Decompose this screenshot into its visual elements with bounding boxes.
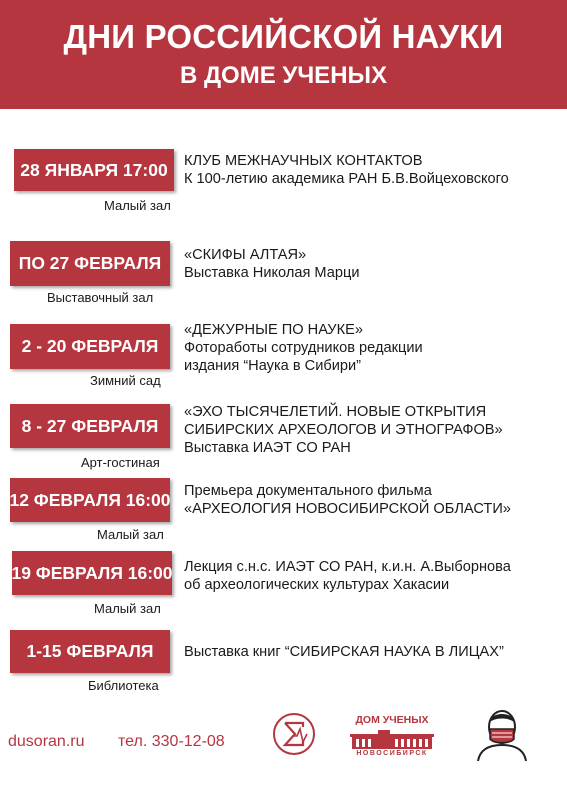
event-description	[184, 403, 503, 457]
header-banner	[0, 0, 567, 109]
event-title-line: «АРХЕОЛОГИЯ НОВОСИБИРСКОЙ ОБЛАСТИ»	[184, 501, 511, 517]
face-mask-icon	[472, 703, 532, 763]
event-title-line: «ДЕЖУРНЫЕ ПО НАУКЕ»	[184, 322, 363, 338]
event-detail-line: Премьера документального фильма	[184, 483, 432, 499]
event-detail-line: Фотоработы сотрудников редакции	[184, 340, 423, 356]
event-date-badge: 19 ФЕВРАЛЯ 16:00	[12, 551, 172, 595]
event-description	[184, 643, 504, 661]
event-date-badge: 12 ФЕВРАЛЯ 16:00	[10, 478, 170, 522]
event-date-badge: 28 ЯНВАРЯ 17:00	[14, 149, 174, 191]
event-description	[184, 246, 359, 282]
event-detail-line: Выставка ИАЭТ СО РАН	[184, 440, 351, 456]
event-title-line: КЛУБ МЕЖНАУЧНЫХ КОНТАКТОВ	[184, 153, 423, 169]
event-date-badge: 8 - 27 ФЕВРАЛЯ	[10, 404, 170, 448]
event-venue: Малый зал	[104, 198, 171, 213]
event-venue: Малый зал	[94, 601, 161, 616]
event-detail-line: Выставка книг “СИБИРСКАЯ НАУКА В ЛИЦАХ”	[184, 644, 504, 660]
sigma-logo-icon	[272, 712, 316, 756]
event-description	[184, 558, 511, 594]
event-description	[184, 152, 509, 188]
event-date-badge: 1-15 ФЕВРАЛЯ	[10, 630, 170, 673]
building-icon	[350, 728, 434, 750]
event-detail-line: К 100-летию академика РАН Б.В.Войцеховского	[184, 171, 509, 187]
website-link[interactable]: dusoran.ru	[8, 733, 85, 750]
event-description	[184, 482, 511, 518]
event-detail-line: об археологических культурах Хакасии	[184, 577, 450, 593]
event-title-line: «ЭХО ТЫСЯЧЕЛЕТИЙ. НОВЫЕ ОТКРЫТИЯ	[184, 404, 487, 420]
event-venue: Зимний сад	[90, 373, 161, 388]
page-subtitle: В ДОМЕ УЧЕНЫХ	[179, 62, 388, 89]
event-detail-line: Выставка Николая Марци	[184, 265, 360, 281]
dom-uchenyh-logo	[346, 714, 438, 760]
event-description	[184, 321, 423, 375]
event-venue: Выставочный зал	[47, 290, 154, 305]
event-title-line: «СКИФЫ АЛТАЯ»	[184, 247, 307, 263]
event-date-badge: ПО 27 ФЕВРАЛЯ	[10, 241, 170, 286]
event-venue: Арт-гостиная	[81, 455, 160, 470]
event-venue: Малый зал	[97, 527, 164, 542]
logo-city: НОВОСИБИРСК	[356, 750, 428, 757]
event-date-badge: 2 - 20 ФЕВРАЛЯ	[10, 324, 170, 369]
phone-number: тел. 330-12-08	[118, 733, 225, 750]
event-venue: Библиотека	[88, 678, 159, 693]
logo-title: ДОМ УЧЕНЫХ	[355, 714, 429, 726]
event-detail-line: Лекция с.н.с. ИАЭТ СО РАН, к.и.н. А.Выборнова	[184, 559, 511, 575]
page-title: ДНИ РОССИЙСКОЙ НАУКИ	[63, 18, 504, 55]
event-title-line: СИБИРСКИХ АРХЕОЛОГОВ И ЭТНОГРАФОВ»	[184, 422, 503, 438]
event-detail-line: издания “Наука в Сибири”	[184, 358, 361, 374]
